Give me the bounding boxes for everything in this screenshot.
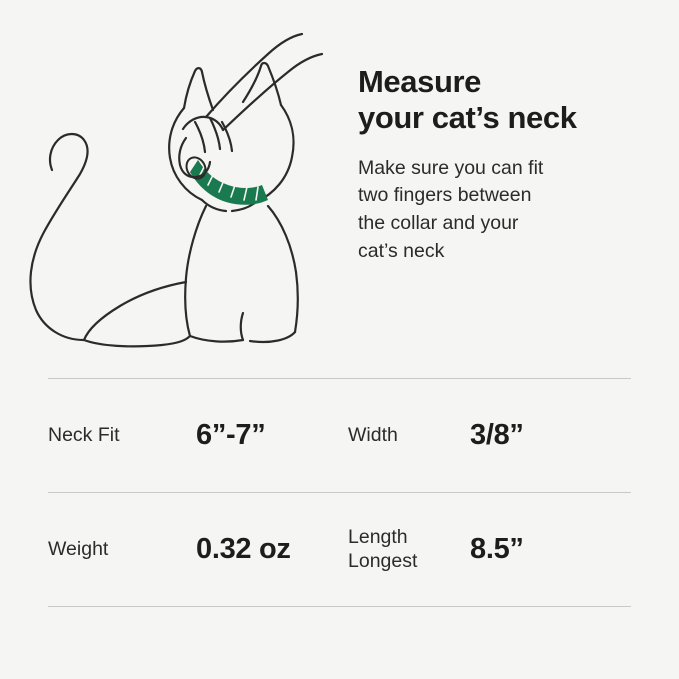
subcopy-line-2: two fingers between xyxy=(358,184,532,207)
spec-label-length-line-1: Length xyxy=(348,526,408,549)
spec-label-width: Width xyxy=(348,423,398,446)
spec-label-neck-fit: Neck Fit xyxy=(48,423,120,446)
table-row xyxy=(48,493,631,606)
spec-cell-length xyxy=(348,526,631,573)
page-title xyxy=(358,64,658,137)
spec-cell-weight xyxy=(48,533,348,566)
subcopy-line-3: the collar and your xyxy=(358,211,519,234)
spec-value-weight: 0.32 oz xyxy=(196,533,291,565)
subcopy xyxy=(358,155,658,266)
spec-cell-neck-fit xyxy=(48,419,348,452)
spec-label-weight: Weight xyxy=(48,537,109,560)
spec-label-length-line-2: Longest xyxy=(348,549,418,572)
cat-illustration xyxy=(0,10,350,370)
text-block xyxy=(358,64,658,265)
table-row xyxy=(48,379,631,492)
cat-with-collar-and-hand-illustration xyxy=(0,10,350,370)
spec-value-length: 8.5” xyxy=(470,533,524,565)
spec-value-neck-fit: 6”-7” xyxy=(196,419,266,451)
headline-line-1: Measure xyxy=(358,64,481,99)
table-divider-bottom xyxy=(48,606,631,607)
spec-label-length xyxy=(348,526,470,573)
subcopy-line-1: Make sure you can fit xyxy=(358,156,544,179)
subcopy-line-4: cat’s neck xyxy=(358,239,445,262)
spec-cell-width xyxy=(348,419,631,452)
spec-value-width: 3/8” xyxy=(470,419,524,451)
headline-line-2: your cat’s neck xyxy=(358,100,577,136)
spec-table xyxy=(48,378,631,607)
